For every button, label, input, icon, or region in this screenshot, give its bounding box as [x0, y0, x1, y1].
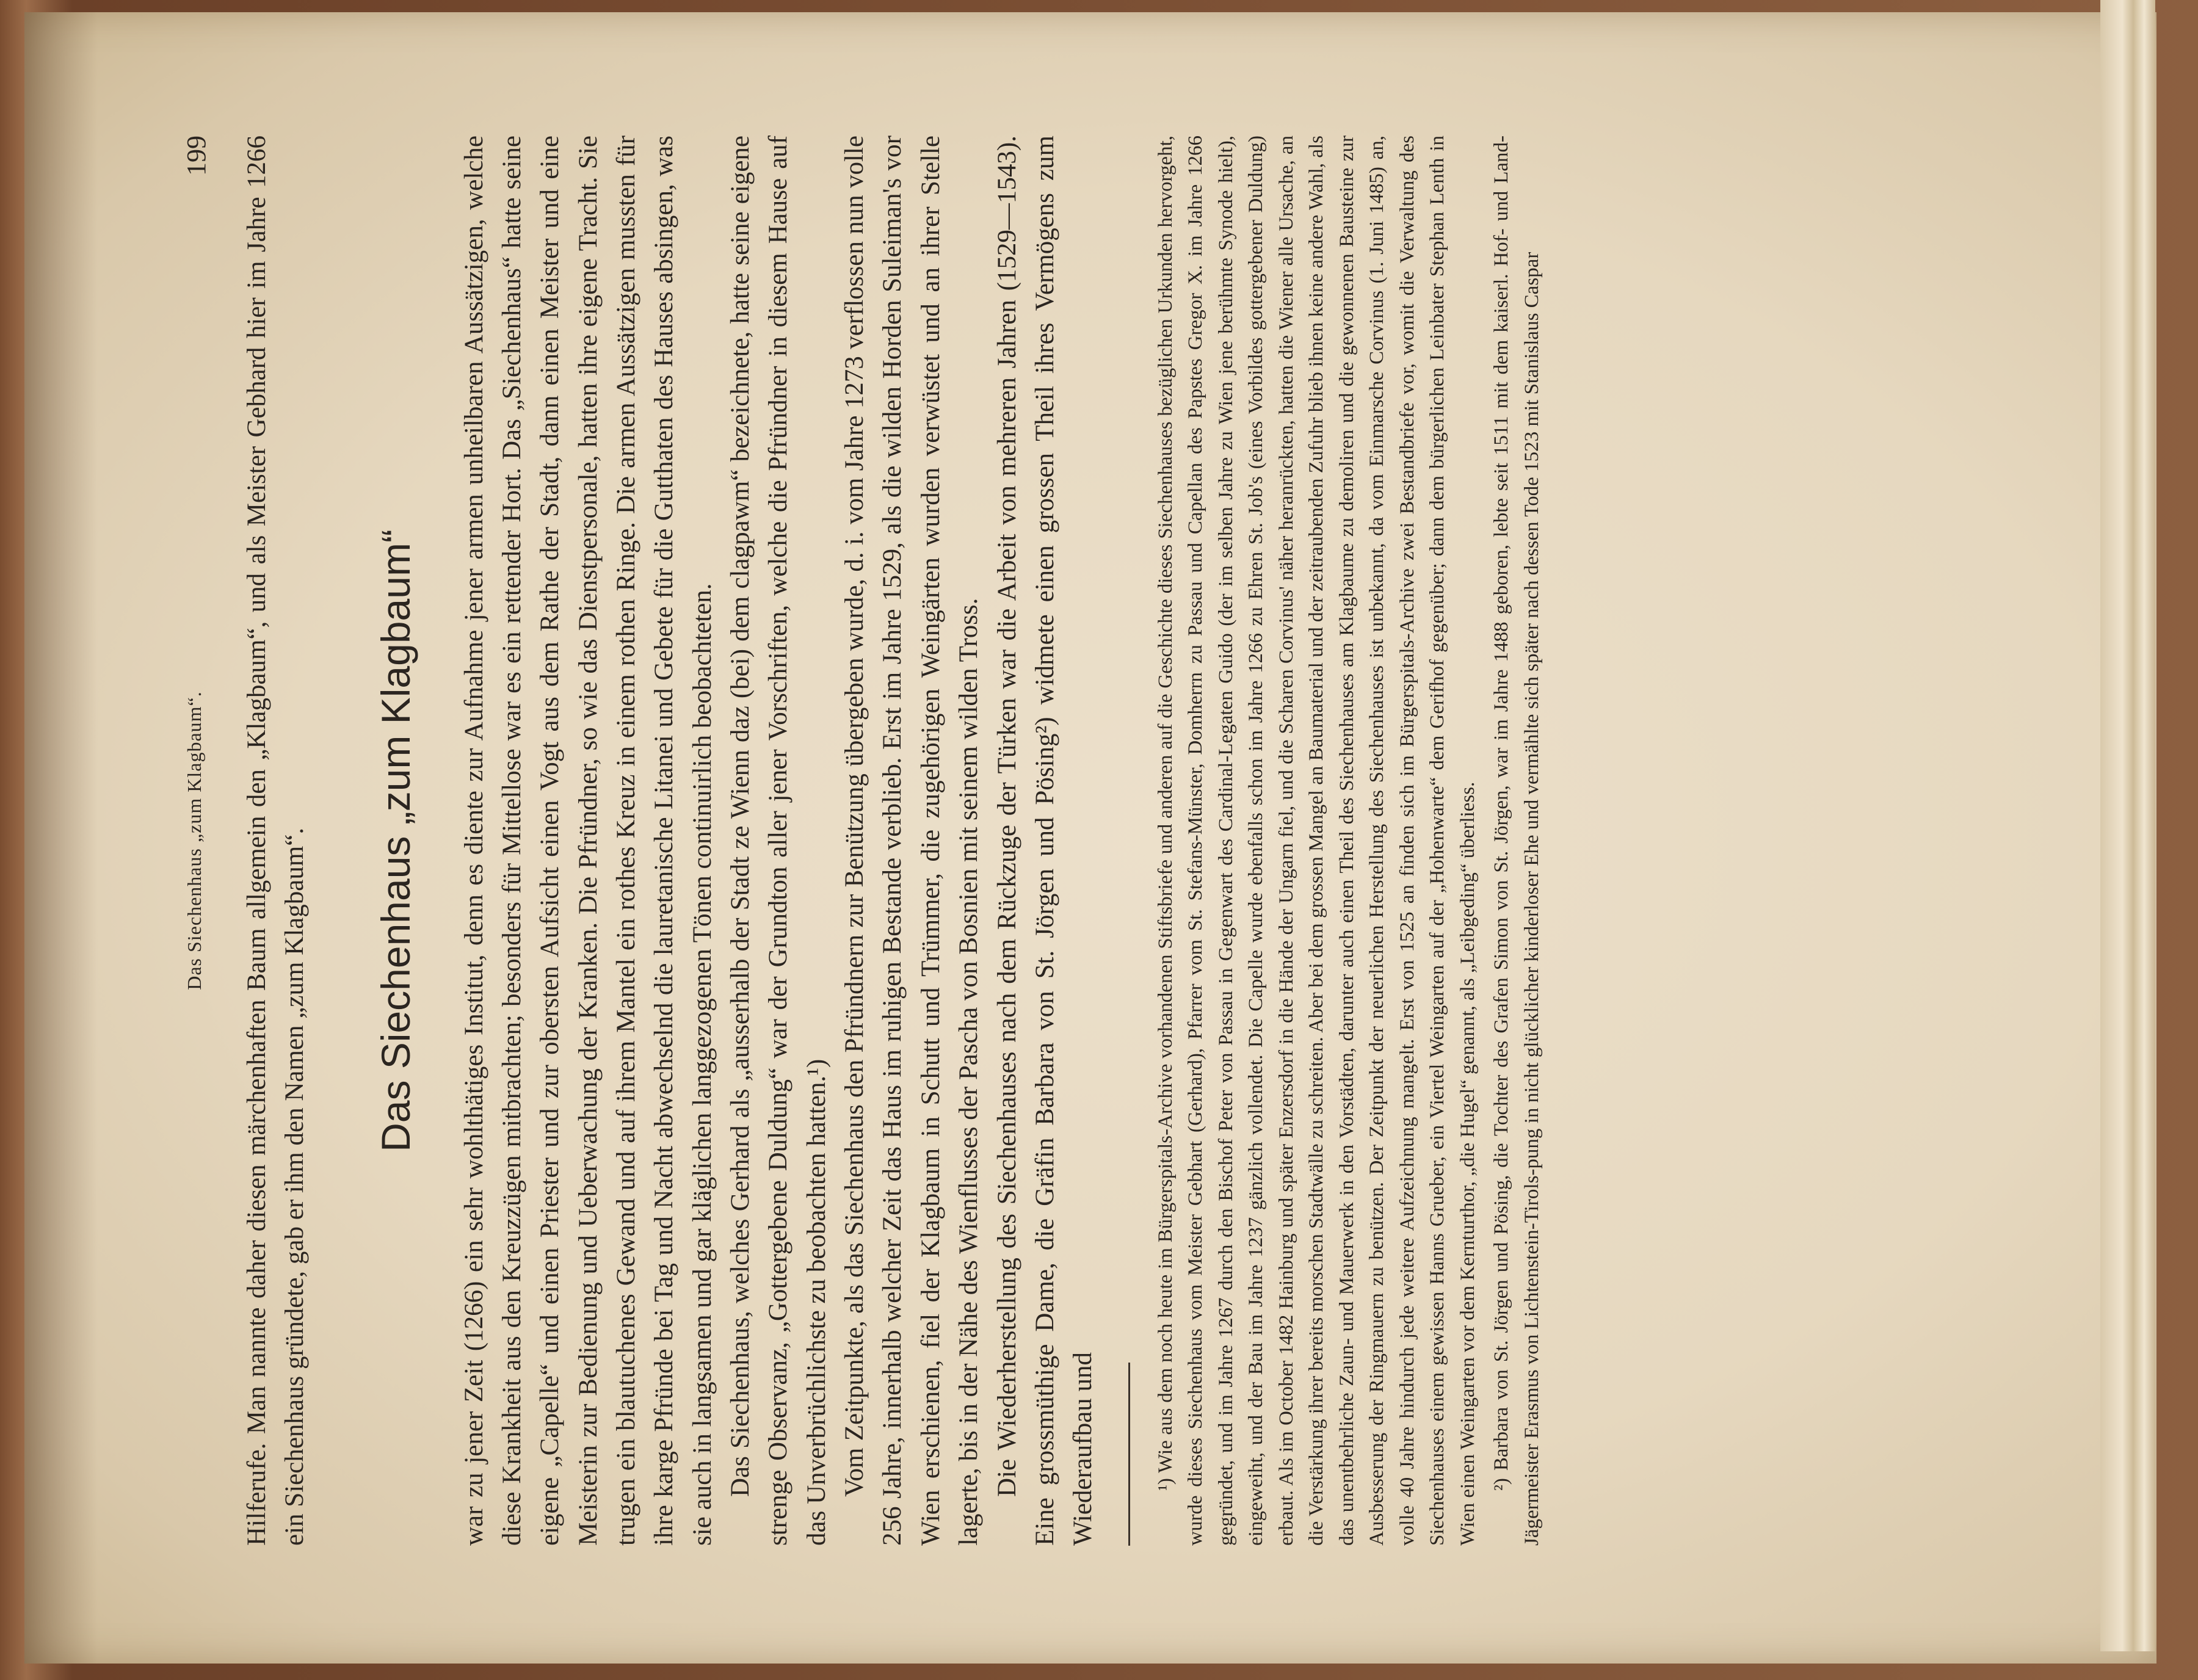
- rotated-page-content: [122, 0, 2076, 1680]
- paragraph: war zu jener Zeit (1266) ein sehr wohlthätiges Institut, denn es diente zur Aufnahme jener armen unheilbaren Aussätzigen, welche diese Krankheit aus den Kreuzzügen mitbrachten; besonders für Mittellose war es ein rettender Hort. Das „Siechenhaus“ hatte seine eigene „Capelle“ und einen Priester und zur obersten Aufsicht einen Vogt aus dem Rathe der Stadt, dann einen Meister und eine Meisterin zur Bedienung und Ueberwachung der Kranken. Die Pfründner, so wie das Dienstpersonale, hatten ihre eigene Tracht. Sie trugen ein blautuchenes Gewand und auf ihrem Mantel ein rothes Kreuz in einem rothen Ringe. Die armen Aussätzigen mussten für ihre karge Pfründe bei Tag und Nacht abwechselnd die lauretanische Litanei und Gebete für die Gutthaten des Hauses absingen, was sie auch in langsamen und gar kläglichen langgezogenen Tönen continuirlich beobachteten.: [459, 136, 717, 1546]
- footnote-rule: [1128, 1363, 1130, 1546]
- running-head: [183, 136, 220, 1546]
- paragraph: Das Siechenhaus, welches Gerhard als „ausserhalb der Stadt ze Wienn daz (bei) dem clagpawm“ bezeichnete, hatte seine eigene strenge Observanz, „Gottergebene Duldung“ war der Grundton aller jener Vorschriften, welche die Pfründner in diesem Hause auf das Unverbrüchlichste zu beobachten hatten.¹): [726, 136, 831, 1546]
- binding-shadow: [24, 12, 98, 1664]
- running-title: Das Siechenhaus „zum Klagbaum“.: [183, 691, 205, 990]
- body-text: [238, 136, 1551, 1546]
- page-number: 199: [181, 136, 211, 176]
- page-edges: [2100, 0, 2155, 1651]
- paragraph: Hilferufe. Man nannte daher diesen märchenhaften Baum allgemein den „Klagbaum“, und als Meister Gebhard hier im Jahre 1266 ein Siechenhaus gründete, gab er ihm den Namen „zum Klagbaum“.: [242, 136, 310, 1546]
- section-heading: Das Siechenhaus „zum Klagbaum“: [372, 529, 418, 1152]
- footnote: ²) Barbara von St. Jörgen und Pösing, die Tochter des Grafen Simon von St. Jörgen, war im Jahre 1488 geboren, lebte seit 1511 mit dem kaiserl. Hof- und Land-Jägermeister Erasmus von Lichtenstein-Tirols-pung in nicht glücklicher kinderloser Ehe und vermählte sich später nach dessen Tode 1523 mit Stanislaus Caspar: [1490, 136, 1543, 1546]
- paragraph: Die Wiederherstellung des Siechenhauses nach dem Rückzuge der Türken war die Arbeit von mehreren Jahren (1529—1543). Eine grossmüthige Dame, die Gräfin Barbara von St. Jörgen und Pösing²) widmete einen grossen Theil ihres Vermögens zum Wiederaufbau und: [992, 136, 1098, 1546]
- paragraph: Vom Zeitpunkte, als das Siechenhaus den Pfründnern zur Benützung übergeben wurde, d. i. vom Jahre 1273 verflossen nun volle 256 Jahre, innerhalb welcher Zeit das Haus im ruhigen Bestande verblieb. Erst im Jahre 1529, als die wilden Horden Suleiman's vor Wien erschienen, fiel der Klagbaum in Schutt und Trümmer, die zugehörigen Weingärten wurden verwüstet und an ihrer Stelle lagerte, bis in der Nähe des Wienflusses der Pascha von Bosnien mit seinem wilden Tross.: [840, 136, 984, 1546]
- footnote: ¹) Wie aus dem noch heute im Bürgerspitals-Archive vorhandenen Stiftsbriefe und anderen auf die Geschichte dieses Siechenhauses bezüglichen Urkunden hervorgeht, wurde dieses Siechenhaus vom Meister Gebhart (Gerhard), Pfarrer vom St. Stefans-Münster, Domherrn zu Passau und Capellan des Papstes Gregor X. im Jahre 1266 gegründet, und im Jahre 1267 durch den Bischof Peter von Passau in Gegenwart des Cardinal-Legaten Guido (der im selben Jahre zu Wien jene berühmte Synode hielt), eingeweiht, und der Bau im Jahre 1237 gänzlich vollendet. Die Capelle wurde ebenfalls schon im Jahre 1266 zu Ehren St. Job's (eines Vorbildes gottergebener Duldung) erbaut. Als im October 1482 Hainburg und später Enzersdorf in die Hände der Ungarn fiel, und die Scharen Corvinus' näher heranrückten, hatten die Wiener alle Ursache, an die Verstärkung ihrer bereits morschen Stadtwälle zu schreiten. Aber bei dem grossen Mangel an Baumaterial und der zeitraubenden Zufuhr blieb ihnen keine andere Wahl, als das unentbehrliche Zaun- und Mauerwerk in den Vorstädten, darunter auch einen Theil des Siechenhauses am Klagbaume zu demoliren und die gewonnenen Bausteine zur Ausbesserung der Ringmauern zu benützen. Der Zeitpunkt der neuerlichen Herstellung des Siechenhauses ist unbekannt, da vom Einmarsche Corvinus (1. Juni 1485) an, volle 40 Jahre hindurch jede weitere Aufzeichnung mangelt. Erst von 1525 an finden sich im Bürgerspitals-Archive zwei Bestandbriefe vor, womit die Verwaltung des Siechenhauses einem gewissen Hanns Grueber, ein Viertel Weingarten auf der „Hohenwarte“ dem Gerifhof gegenüber; dann dem bürgerlichen Leinbater Stephan Lenth in Wien einen Weingarten vor dem Kernturthor, „die Hugel“ genannt, als „Leibgeding“ überliess.: [1154, 136, 1479, 1546]
